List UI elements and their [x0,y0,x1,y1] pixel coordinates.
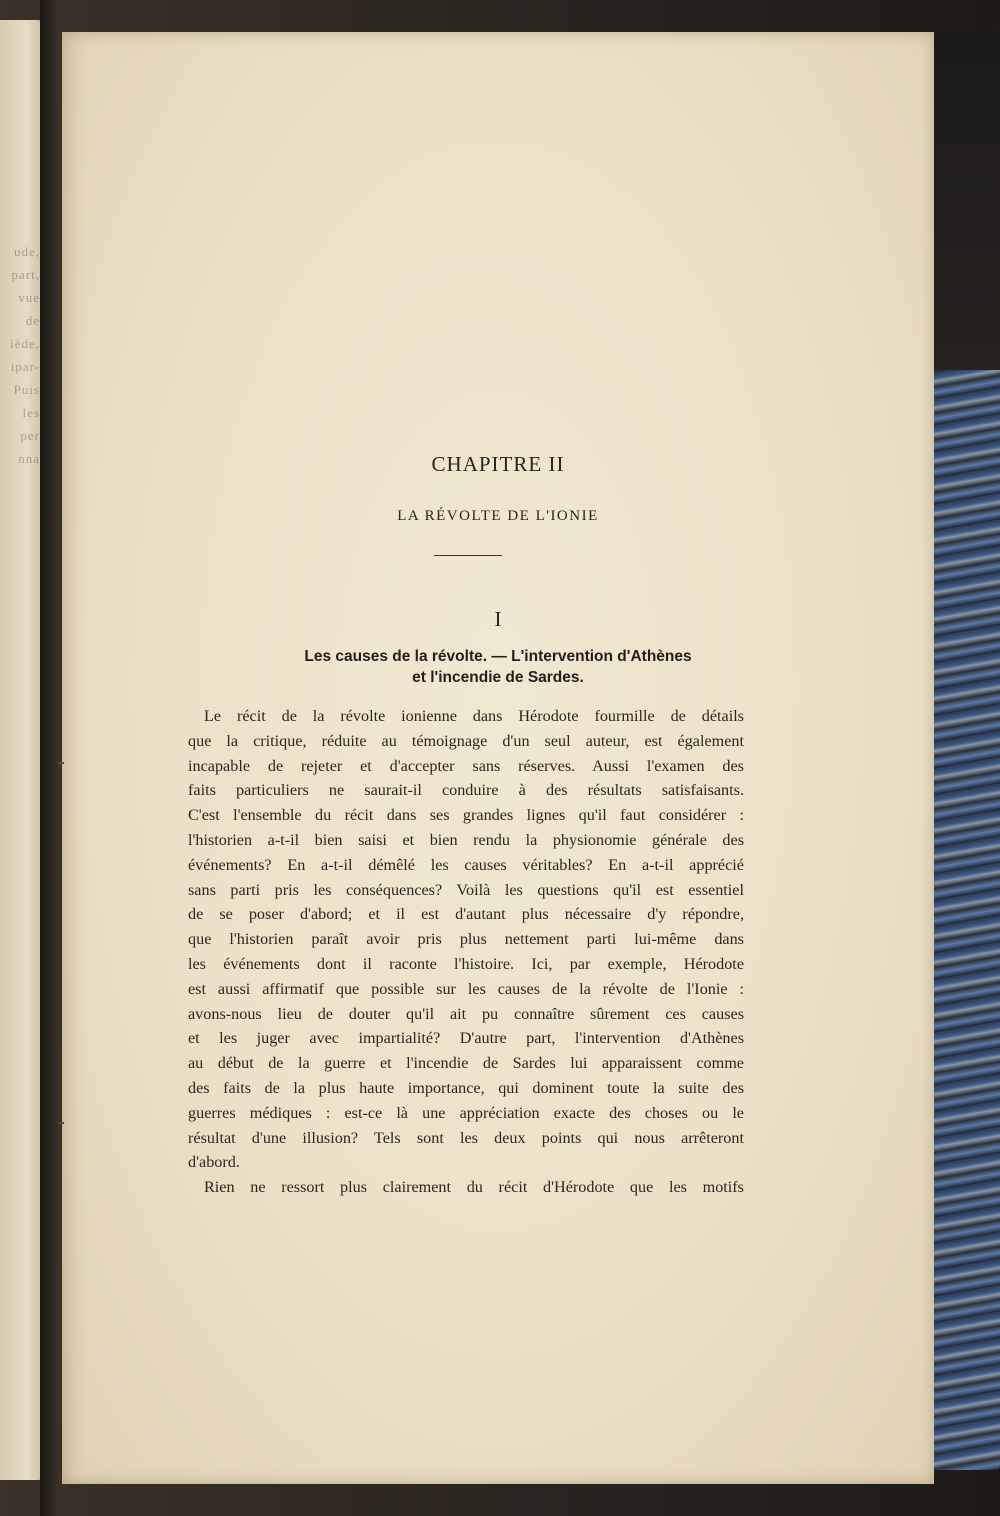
bleed-line: nna [18,451,40,466]
bleed-line: Puis [13,382,40,397]
board-edge-dark [930,30,1000,370]
section-heading-line: Les causes de la révolte. — L'intervention d'Athènes [304,648,692,665]
bleed-line: part, [11,267,40,282]
text-line: les événements dont il raconte l'histoire. Ici, par exemple, Hérodote [188,954,744,973]
bleed-line: per [20,428,40,443]
bleed-line: de [25,313,40,328]
text-line: sans parti pris les conséquences? Voilà les questions qu'il est essentiel [188,880,744,899]
text-line: que l'historien paraît avoir pris plus nettement parti lui-même dans [188,930,744,949]
bleed-line: ipar- [10,359,40,374]
text-line: l'historien a-t-il bien saisi et bien rendu la physionomie générale des [188,830,744,849]
bleed-line: vue [18,290,40,305]
text-line: incapable de rejeter et d'accepter sans réserves. Aussi l'examen des [188,756,744,775]
text-line: avons-nous lieu de douter qu'il ait pu connaître sûrement ces causes [188,1004,744,1023]
body-text [188,704,744,1200]
bleed-line: les [22,405,40,420]
bleed-line: ude, [13,244,40,259]
text-line: de se poser d'abord; et il est d'autant plus nécessaire d'y répondre, [188,905,744,924]
section-heading-line: et l'incendie de Sardes. [412,669,584,686]
text-line: des faits de la plus haute importance, qui dominent toute la suite des [188,1078,744,1097]
book-page [62,32,934,1484]
text-line: est aussi affirmatif que possible sur les causes de la révolte de l'Ionie : [188,979,744,998]
chapter-title: CHAPITRE II [431,452,565,476]
text-line: d'abord. [188,1153,240,1172]
text-line: faits particuliers ne saurait-il conduire à des résultats satisfaisants. [188,781,744,800]
text-line: Rien ne ressort plus clairement du récit d'Hérodote que les motifs [204,1178,744,1197]
text-line: et les juger avec impartialité? D'autre part, l'intervention d'Athènes [188,1029,744,1048]
facing-page-bleed-text [0,240,40,470]
section-numeral: I [494,607,502,631]
facing-page [0,20,44,1480]
text-line: Le récit de la révolte ionienne dans Hérodote fourmille de détails [204,707,744,725]
text-line: que la critique, réduite au témoignage d'un seul auteur, est également [188,731,744,750]
text-line: événements? En a-t-il démêlé les causes véritables? En a-t-il apprécié [188,855,744,874]
bleed-line: iède, [10,336,40,351]
title-rule [434,555,502,556]
chapter-subtitle: LA RÉVOLTE DE L'IONIE [397,508,599,524]
text-line: résultat d'une illusion? Tels sont les deux points qui nous arrêteront [188,1128,744,1147]
page-margin-mark [58,1122,64,1124]
text-line: guerres médiques : est-ce là une appréciation exacte des choses ou le [188,1103,744,1122]
text-line: C'est l'ensemble du récit dans ses grandes lignes qu'il faut considérer : [188,806,744,825]
text-line: au début de la guerre et l'incendie de Sardes lui apparaissent comme [188,1054,744,1073]
page-margin-mark [58,762,64,764]
section-heading [62,646,934,688]
